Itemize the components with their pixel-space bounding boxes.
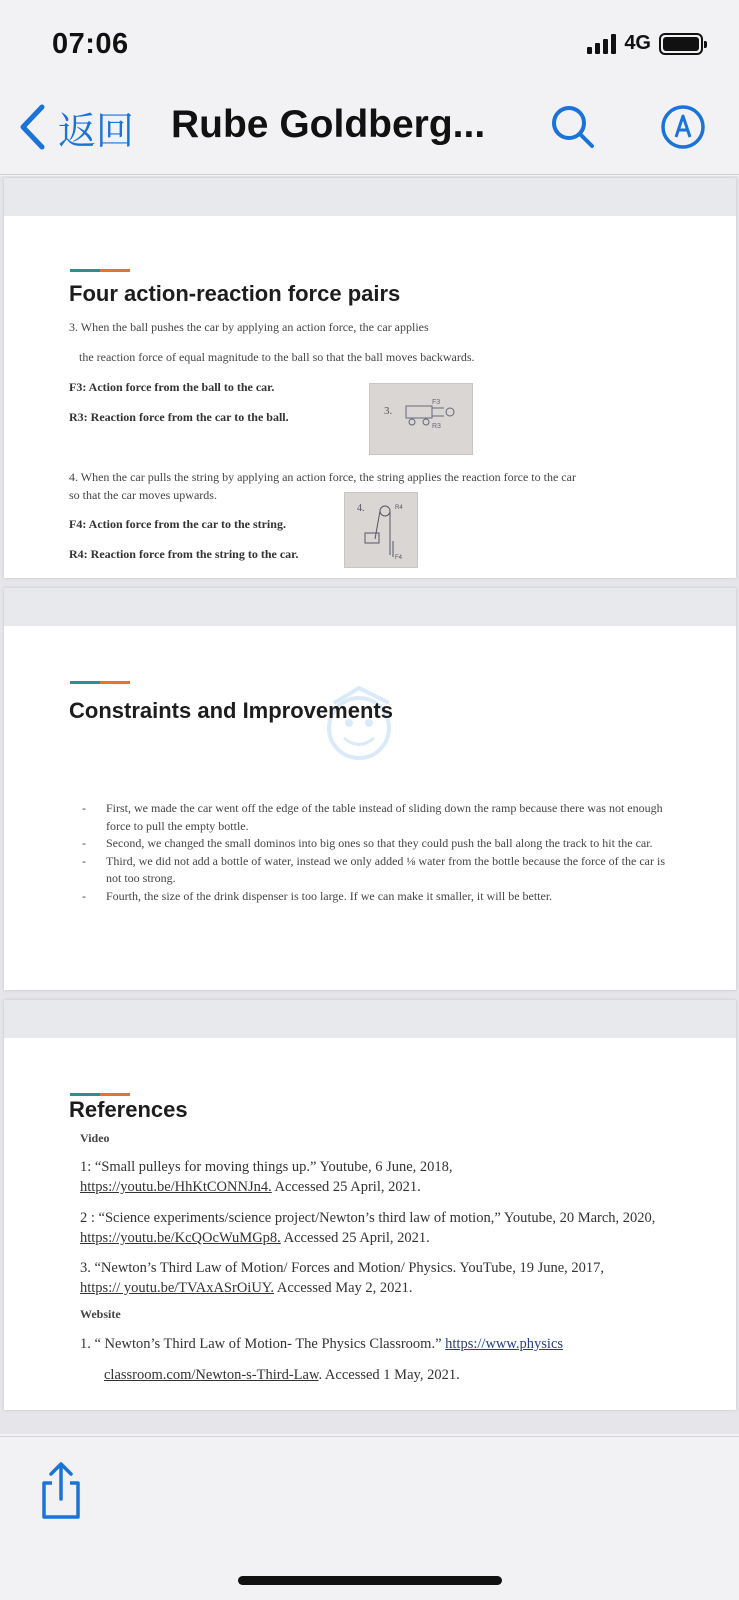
svg-text:R4: R4 [395, 505, 403, 511]
home-indicator [238, 1576, 502, 1585]
list-item: - Third, we did not add a bottle of water, instead we only added ⅛ water from the bottle because the force of the car is not too strong. [82, 853, 682, 888]
slide-title: Constraints and Improvements [69, 698, 393, 723]
status-time: 07:06 [52, 28, 129, 60]
list-item: - Second, we changed the small dominos into big ones so that they could push the ball along the track to hit the car. [82, 835, 682, 853]
share-button[interactable] [36, 1459, 86, 1523]
slide-force-pairs [4, 178, 736, 578]
reference-1-link[interactable]: https://youtu.be/HhKtCONNJn4. [80, 1179, 272, 1195]
reference-1: 1: “Small pulleys for moving things up.” Youtube, 6 June, 2018, https://youtu.be/HhKtCONNJn4. Accessed 25 April, 2021. [80, 1159, 453, 1195]
force-f3: F3: Action force from the ball to the car. [69, 380, 275, 394]
accent-bar [70, 681, 130, 684]
slide-title: References [69, 1097, 188, 1122]
document-title: Rube Goldberg... [171, 103, 486, 146]
slide-constraints [4, 588, 736, 990]
video-label: Video [80, 1131, 110, 1145]
svg-text:3.: 3. [384, 405, 393, 417]
markup-pen-icon [660, 104, 706, 150]
svg-text:F3: F3 [432, 399, 441, 406]
force-r3: R3: Reaction force from the car to the ball. [69, 410, 289, 424]
slide-header [4, 1000, 736, 1038]
sketch-photo-3 [369, 383, 473, 455]
reference-3: 3. “Newton’s Third Law of Motion/ Forces and Motion/ Physics. YouTube, 19 June, 2017, https:// youtu.be/TVAxASrOiUY. Accessed May 2, 2021. [80, 1260, 605, 1296]
website-link-part1[interactable]: https://www.physics [445, 1336, 564, 1352]
slide-header [4, 588, 736, 626]
search-icon [550, 104, 596, 150]
website-reference-1-cont: classroom.com/Newton-s-Third-Law. Accessed 1 May, 2021. [104, 1367, 460, 1383]
paragraph-3-line2: the reaction force of equal magnitude to the ball so that the ball moves backwards. [79, 350, 475, 364]
accent-bar [70, 1093, 130, 1096]
reference-2: 2 : “Science experiments/science project/Newton’s third law of motion,” Youtube, 20 March, 2020, https://youtu.be/KcQOcWuMGp8. Accessed 25 April, 2021. [80, 1210, 656, 1246]
website-reference-1: 1. “ Newton’s Third Law of Motion- The Physics Classroom.” https://www.physics [80, 1336, 564, 1352]
paragraph-4-line1: 4. When the car pulls the string by applying an action force, the string applies the reaction force to the car [69, 470, 576, 484]
svg-text:F4: F4 [395, 555, 403, 561]
network-type: 4G [624, 32, 651, 54]
share-icon [36, 1459, 86, 1523]
pulley-sketch [345, 493, 418, 568]
force-f4: F4: Action force from the car to the string. [69, 517, 286, 531]
slide-header [4, 178, 736, 216]
slide-references [4, 1000, 736, 1410]
car-ball-sketch [370, 384, 473, 455]
paragraph-4-line2: so that the car moves upwards. [69, 488, 217, 502]
list-item: - Fourth, the size of the drink dispenser is too large. If we can make it smaller, it will be better. [82, 888, 682, 906]
slide-title: Four action-reaction force pairs [69, 281, 401, 306]
reference-2-link[interactable]: https://youtu.be/KcQOcWuMGp8. [80, 1230, 281, 1246]
reference-3-link[interactable]: https:// youtu.be/TVAxASrOiUY. [80, 1280, 275, 1296]
force-r4: R4: Reaction force from the string to the car. [69, 547, 299, 561]
back-button[interactable] [18, 102, 134, 152]
svg-text:4.: 4. [357, 503, 365, 514]
status-bar [0, 0, 739, 90]
back-label: 返回 [58, 108, 135, 153]
chevron-left-icon [18, 104, 46, 150]
website-label: Website [80, 1307, 121, 1321]
markup-button[interactable] [660, 104, 706, 150]
improvements-list [82, 800, 682, 906]
sketch-photo-4 [344, 492, 418, 568]
website-link-part2[interactable]: classroom.com/Newton-s-Third-Law [104, 1367, 319, 1383]
svg-text:R3: R3 [432, 423, 441, 430]
document-viewer[interactable] [0, 176, 739, 1434]
battery-icon [659, 33, 703, 55]
status-indicators [587, 32, 703, 55]
paragraph-3-line1: 3. When the ball pushes the car by applying an action force, the car applies [69, 320, 429, 334]
navigation-bar [0, 90, 739, 175]
list-item: - First, we made the car went off the edge of the table instead of sliding down the ramp because there was not enough force to pull the empty bottle. [82, 800, 682, 835]
cellular-signal-icon [587, 34, 616, 54]
accent-bar [70, 269, 130, 272]
search-button[interactable] [550, 104, 596, 150]
